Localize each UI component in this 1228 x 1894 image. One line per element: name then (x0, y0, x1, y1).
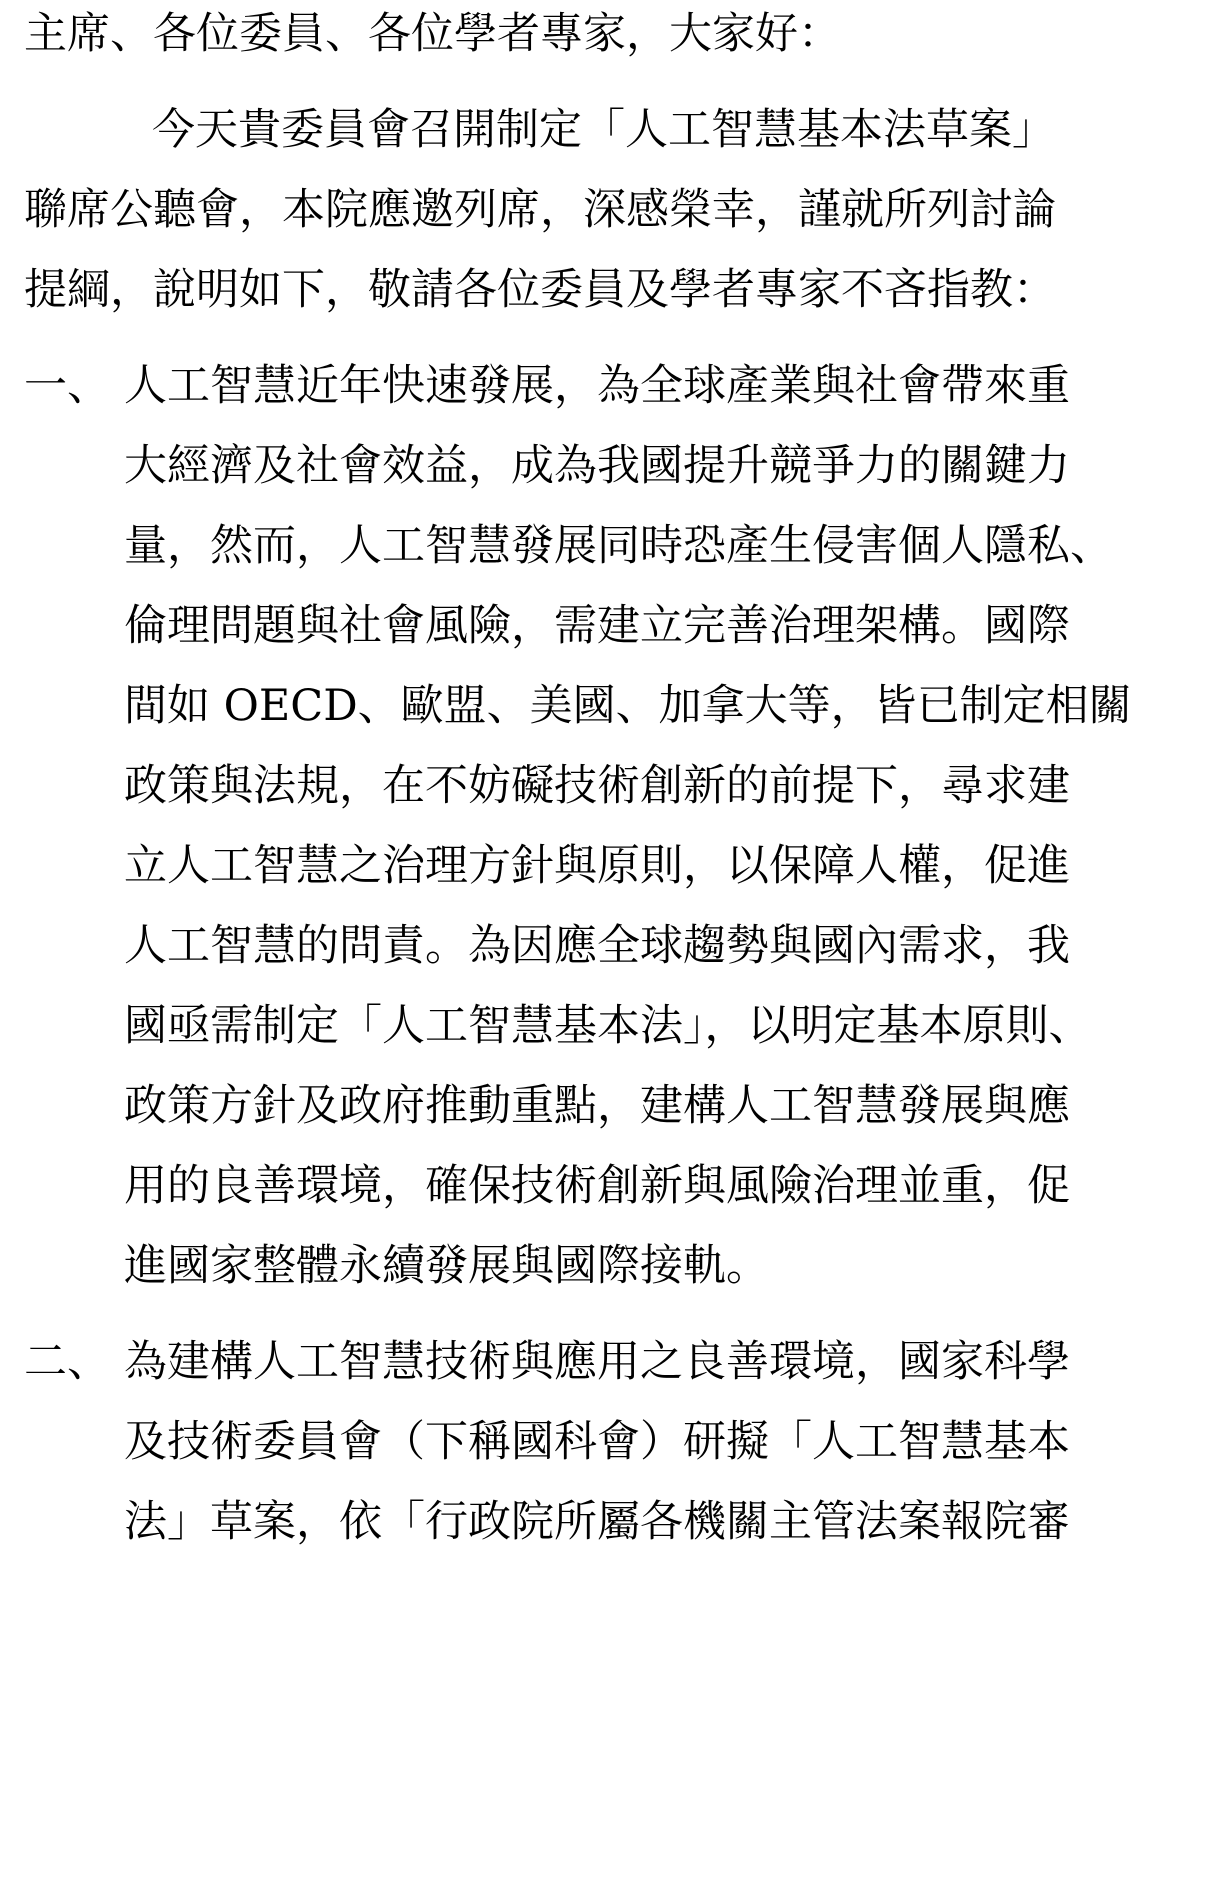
intro-text: 提綱，說明如下，敬請各位委員及學者專家不吝指教： (24, 265, 1056, 315)
section-1-text: 人工智慧的問責。為因應全球趨勢與國內需求，我 (124, 921, 1070, 971)
intro-line (0, 100, 1228, 160)
section-2-line (0, 1492, 1228, 1552)
intro-text: 今天貴委員會召開制定「人工智慧基本法草案」 (152, 105, 1055, 155)
section-1-line (0, 356, 1228, 416)
section-1-line (0, 1076, 1228, 1136)
section-1-text: 量，然而，人工智慧發展同時恐產生侵害個人隱私、 (124, 521, 1113, 571)
section-1-line (0, 836, 1228, 896)
section-1-text: 用的良善環境，確保技術創新與風險治理並重，促 (124, 1161, 1070, 1211)
section-2-marker: 二、 (24, 1337, 110, 1387)
greeting-line (0, 4, 1228, 64)
section-1-text: 政策與法規，在不妨礙技術創新的前提下，尋求建 (124, 761, 1070, 811)
section-2-text: 為建構人工智慧技術與應用之良善環境，國家科學 (124, 1337, 1070, 1387)
section-1-line (0, 1156, 1228, 1216)
section-1-line (0, 916, 1228, 976)
greeting-text: 主席、各位委員、各位學者專家，大家好： (24, 9, 841, 59)
section-1-marker: 一、 (24, 361, 110, 411)
section-2-text: 法」草案，依「行政院所屬各機關主管法案報院審 (124, 1497, 1070, 1547)
section-1-text: 人工智慧近年快速發展，為全球產業與社會帶來重 (124, 361, 1070, 411)
section-1-line (0, 516, 1228, 576)
section-2-line (0, 1332, 1228, 1392)
section-1-line (0, 1236, 1228, 1296)
section-1-line (0, 436, 1228, 496)
section-1-line (0, 596, 1228, 656)
section-2-text: 及技術委員會（下稱國科會）研擬「人工智慧基本 (124, 1417, 1070, 1467)
section-1-text: 倫理問題與社會風險，需建立完善治理架構。國際 (124, 601, 1070, 651)
section-1-line (0, 756, 1228, 816)
section-1-text: 間如 OECD、歐盟、美國、加拿大等，皆已制定相關 (124, 681, 1132, 731)
section-1-text: 政策方針及政府推動重點，建構人工智慧發展與應 (124, 1081, 1070, 1131)
intro-text: 聯席公聽會，本院應邀列席，深感榮幸，謹就所列討論 (24, 185, 1056, 235)
intro-line (0, 260, 1228, 320)
section-1-text: 國亟需制定「人工智慧基本法」，以明定基本原則、 (124, 1001, 1092, 1051)
section-1-text: 進國家整體永續發展與國際接軌。 (124, 1241, 769, 1291)
section-2-line (0, 1412, 1228, 1472)
intro-line (0, 180, 1228, 240)
section-1-line (0, 676, 1228, 736)
section-1-line (0, 996, 1228, 1056)
section-1-text: 大經濟及社會效益，成為我國提升競爭力的關鍵力 (124, 441, 1070, 491)
section-1-text: 立人工智慧之治理方針與原則，以保障人權，促進 (124, 841, 1070, 891)
